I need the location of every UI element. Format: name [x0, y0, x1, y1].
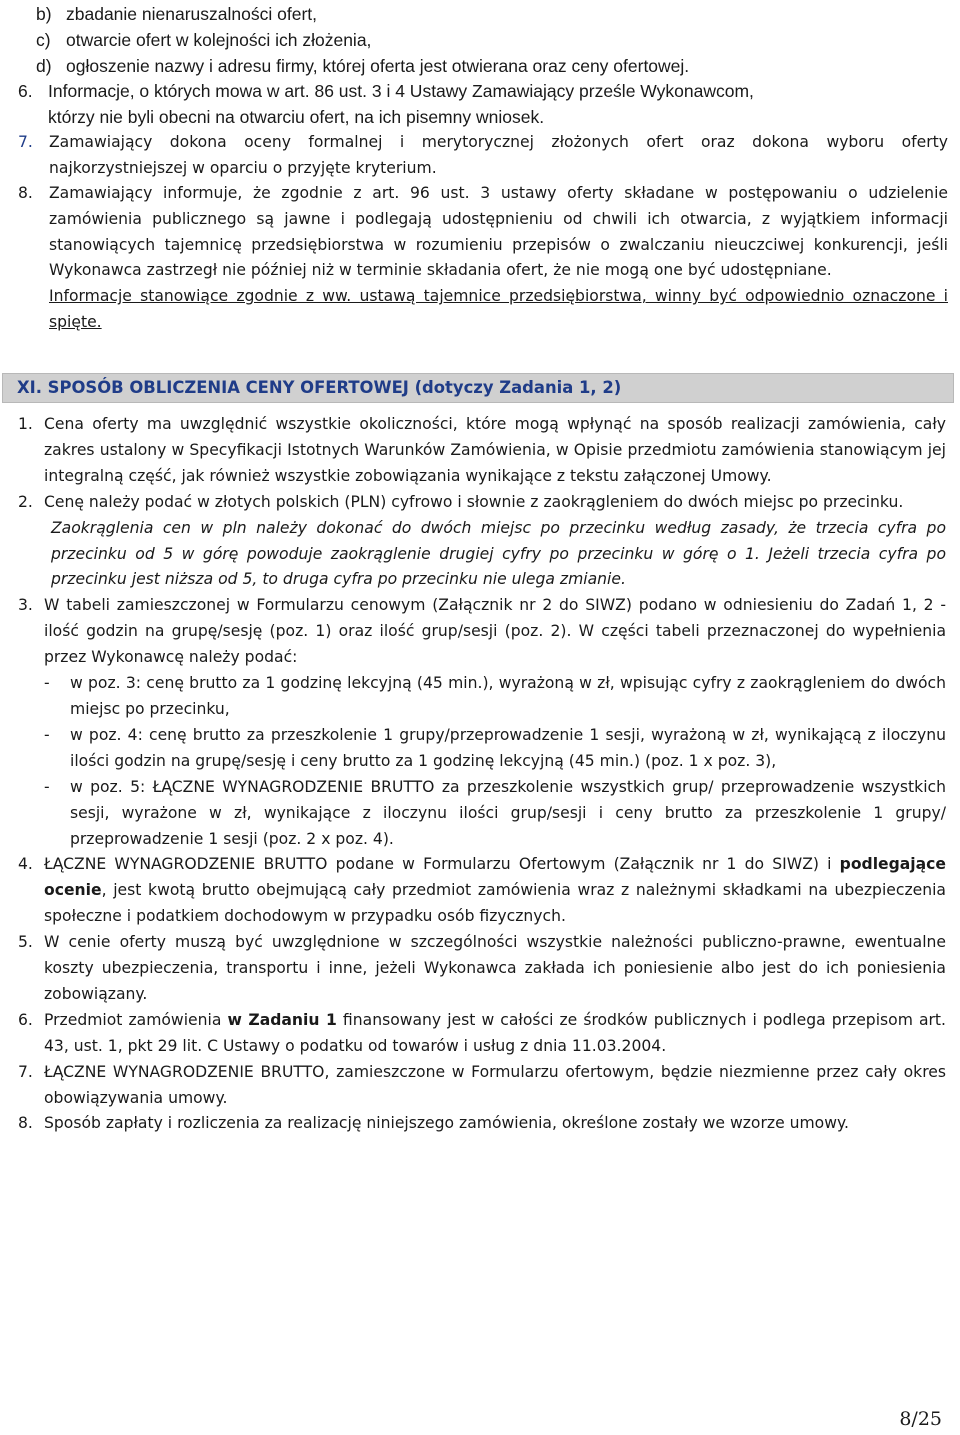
- underlined-note: Informacje stanowiące zgodnie z ww. ustawą tajemnice przedsiębiorstwa, winny być odpowiednio oznaczone i spięte.: [49, 287, 948, 331]
- dash-text: w poz. 5: ŁĄCZNE WYNAGRODZENIE BRUTTO za przeszkolenie wszystkich grup/ przeprowadzenie wszystkich sesji, wyrażone w zł, wynikające z iloczynu ilości grup/sesji i ceny brutto za przeszkolenie 1 grupy/ przeprowadzenie 1 sesji (poz. 2 x poz. 4).: [70, 777, 946, 848]
- item-number: 3.: [18, 596, 33, 615]
- section-heading: XI. SPOSÓB OBLICZENIA CENY OFERTOWEJ (dotyczy Zadania 1, 2): [2, 373, 954, 403]
- list-item: [18, 1111, 946, 1137]
- dash-bullet: -: [44, 777, 50, 796]
- dash-text: w poz. 4: cenę brutto za przeszkolenie 1 grupy/przeprowadzenie 1 sesji, wyrażoną w zł, wynikającą z iloczynu ilości godzin na grupę/sesję i ceny brutto za 1 godzinę lekcyjną (45 min.) (poz. 1 x poz. 3),: [70, 725, 946, 770]
- item-text: W tabeli zamieszczonej w Formularzu cenowym (Załącznik nr 2 do SIWZ) podano w odniesieniu do Zadań 1, 2 - ilość godzin na grupę/sesję (poz. 1) oraz ilość grup/sesji (poz. 2). W części tabeli przeznaczonej do wypełnienia przez Wykonawcę należy podać:: [44, 596, 946, 667]
- page-number: 8/25: [899, 1408, 942, 1430]
- item-text: Cenę należy podać w złotych polskich (PLN) cyfrowo i słownie z zaokrągleniem do dwóch miejsc po przecinku.: [44, 492, 904, 511]
- item-text: W cenie oferty muszą być uwzględnione w szczególności wszystkie należności publiczno-prawne, ewentualne koszty ubezpieczenia, transportu i inne, jeżeli Wykonawca zakłada ich poniesienie albo jest do ich poniesienia zobowiązany.: [44, 933, 946, 1003]
- list-item: [18, 2, 948, 28]
- item-body: [44, 593, 946, 852]
- item-text-part: finansowany jest w całości ze środków publicznych i podlega przepisom art. 43, ust. 1, pkt 29 lit. C Ustawy o podatku od towarów i usług z dnia 11.03.2004.: [44, 1010, 946, 1055]
- item-number: 4.: [18, 855, 33, 874]
- paragraph-8: [18, 181, 948, 336]
- dash-bullet: -: [44, 674, 50, 693]
- paragraph-number: 7.: [18, 133, 33, 151]
- price-calculation-section: [18, 412, 946, 1137]
- item-continuation: którzy nie byli obecni na otwarciu ofert, na ich pisemny wniosek.: [48, 107, 545, 128]
- item-text: Informacje, o których mowa w art. 86 ust. 3 i 4 Ustawy Zamawiający prześle Wykonawcom,: [48, 81, 754, 102]
- list-item: [18, 490, 946, 516]
- rounding-rule-note: Zaokrąglenia cen w pln należy dokonać do dwóch miejsc po przecinku według zasady, że trzecia cyfra po przecinku od 5 w górę powoduje zaokrąglenie drugiej cyfry po przecinku w górę o 1. Jeżeli trzecia cyfra po przecinku jest niższa od 5, to druga cyfra po przecinku nie ulega zmianie.: [51, 518, 946, 589]
- list-item: [18, 930, 946, 1008]
- paragraph-body: [49, 181, 948, 336]
- list-item: [18, 54, 948, 80]
- item-text-bold: podlegające ocenie: [44, 855, 946, 900]
- item-number: 7.: [18, 1062, 33, 1081]
- item-text: otwarcie ofert w kolejności ich złożenia,: [66, 29, 372, 50]
- item-text: ŁĄCZNE WYNAGRODZENIE BRUTTO, zamieszczone w Formularzu ofertowym, będzie niezmienne przez cały okres obowiązywania umowy.: [44, 1062, 946, 1107]
- list-item: [18, 852, 946, 930]
- item-text: [44, 852, 946, 930]
- dash-bullet: -: [44, 725, 50, 744]
- item-text: Sposób zapłaty i rozliczenia za realizację niniejszego zamówienia, określone zostały we wzorze umowy.: [44, 1114, 849, 1133]
- item-label: b): [36, 4, 52, 24]
- item-number: 5.: [18, 933, 33, 952]
- list-item: [18, 1060, 946, 1112]
- item-number: 8.: [18, 1114, 33, 1133]
- item-text-part: Przedmiot zamówienia: [44, 1010, 228, 1029]
- item-text: ogłoszenie nazwy i adresu firmy, której oferta jest otwierana oraz ceny ofertowej.: [66, 55, 690, 76]
- list-item: [18, 28, 948, 54]
- paragraph-text: Zamawiający dokona oceny formalnej i merytorycznej złożonych ofert oraz dokona wyboru oferty najkorzystniejszej w oparciu o przyjęte kryterium.: [49, 133, 948, 177]
- list-item: [18, 593, 946, 852]
- item-text-part: , jest kwotą brutto obejmującą cały przedmiot zamówienia wraz z należnymi składkami na ubezpieczenia społeczne i podatkiem dochodowym w przypadku osób fizycznych.: [44, 881, 946, 926]
- item-text: Cena oferty ma uwzględnić wszystkie okoliczności, które mogą wpłynąć na sposób realizacji zamówienia, cały zakres ustalony w Specyfikacji Istotnych Warunków Zamówienia, w Opisie przedmiotu zamówienia stanowiącym jej integralną część, jak również wszystkie zobowiązania wynikające z tekstu załączonej Umowy.: [44, 415, 946, 485]
- item-number: 2.: [18, 492, 33, 511]
- item-text: [44, 1008, 946, 1060]
- item-number: 6.: [18, 1010, 33, 1029]
- list-item: [18, 1008, 946, 1060]
- list-item: [18, 412, 946, 490]
- dash-item: [44, 723, 946, 775]
- paragraph-text: Zamawiający informuje, że zgodnie z art. 96 ust. 3 ustawy oferty składane w postępowaniu o udzielenie zamówienia publicznego są jawne i podlegają udostępnieniu od chwili ich otwarcia, z wyjątkiem informacji stanowiących tajemnicę przedsiębiorstwa w rozumieniu przepisów o zwalczaniu nieuczciwej konkurencji, jeśli Wykonawca zastrzegł nie później niż w terminie składania ofert, że nie mogą one być udostępniane.: [49, 184, 948, 280]
- dash-text: w poz. 3: cenę brutto za 1 godzinę lekcyjną (45 min.), wyrażoną w zł, wpisując cyfry z zaokrągleniem do dwóch miejsc po przecinku,: [70, 674, 946, 718]
- list-item: [18, 79, 948, 105]
- item-number: 1.: [18, 415, 33, 433]
- item-text-part: ŁĄCZNE WYNAGRODZENIE BRUTTO podane w Formularzu Ofertowym (Załącznik nr 1 do SIWZ) i: [44, 855, 840, 874]
- item-text-bold: w Zadaniu 1: [227, 1010, 337, 1029]
- paragraph-7: [18, 130, 948, 182]
- paragraph-number: 8.: [18, 184, 33, 202]
- dash-item: [44, 671, 946, 723]
- item-label: d): [36, 55, 52, 76]
- item-text: zbadanie nienaruszalności ofert,: [66, 4, 317, 24]
- opening-steps-list: [18, 2, 948, 131]
- item-label: c): [36, 29, 51, 50]
- dash-item: [44, 775, 946, 853]
- item-label: 6.: [18, 81, 33, 102]
